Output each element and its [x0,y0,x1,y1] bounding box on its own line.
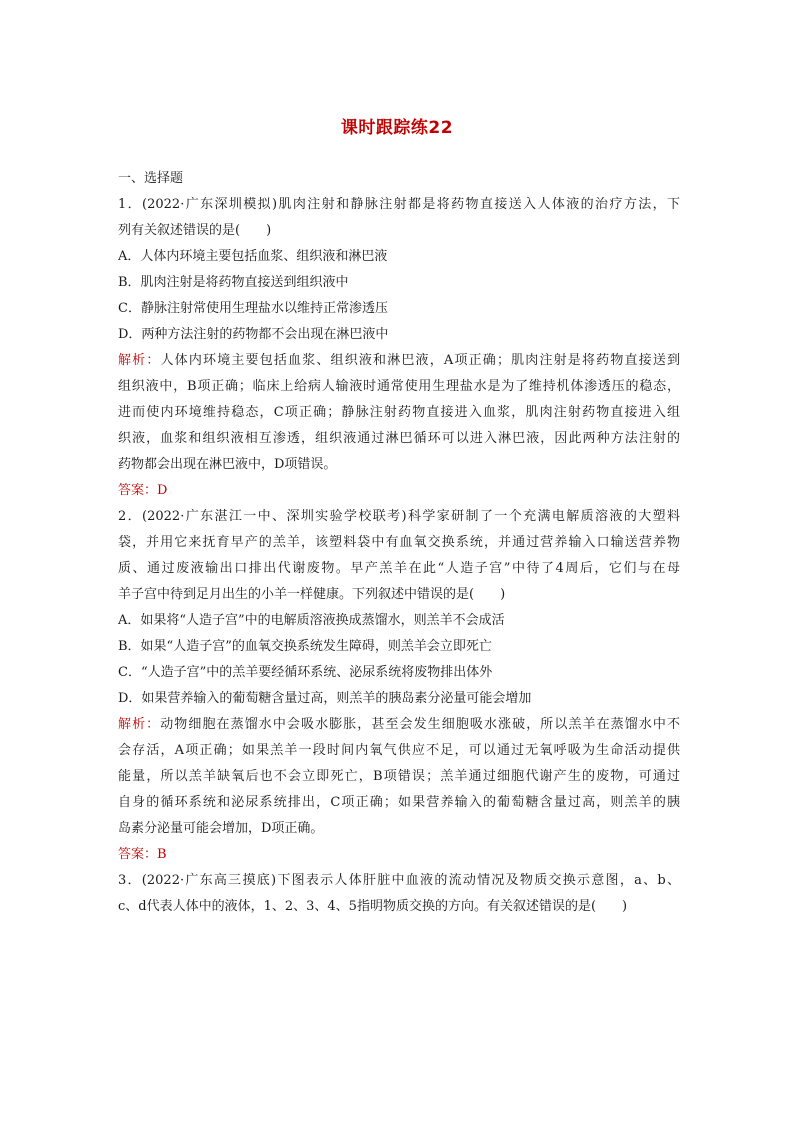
analysis-label: 解析： [118,353,161,368]
answer-label: 答案： [118,483,158,498]
question-stem-line: c、d代表人体中的液体，1、2、3、4、5指明物质交换的方向。有关叙述错误的是( ) [118,899,628,914]
question-stem-line: 质、通过废液输出口排出代谢废物。早产羔羊在此“人造子宫”中待了4周后，它们与在母 [118,561,680,576]
answer-value: B [157,847,167,862]
question-stem-line: 3．(2022·广东高三摸底)下图表示人体肝脏中血液的流动情况及物质交换示意图，a、b、 [118,873,680,888]
option-b: B．如果“人造子宫”的血氧交换系统发生障碍，则羔羊会立即死亡 [118,639,492,654]
answer-value: D [157,483,168,498]
page-title: 课时跟踪练22 [340,118,454,138]
analysis-line [118,712,680,738]
question-stem-line: 列有关叙述错误的是( ) [118,223,272,238]
question-2 [118,504,680,868]
analysis-line: 能量，所以羔羊缺氧后也不会立即死亡，B项错误；羔羊通过细胞代谢产生的废物，可通过 [118,769,680,784]
analysis-text: 动物细胞在蒸馏水中会吸水膨胀，甚至会发生细胞吸水涨破，所以羔羊在蒸馏水中不 [160,717,680,732]
document-body [118,166,680,920]
answer-line [118,478,680,504]
option-d: D．如果营养输入的葡萄糖含量过高，则羔羊的胰岛素分泌量可能会增加 [118,691,532,706]
answer-line [118,842,680,868]
option-d: D．两种方法注射的药物都不会出现在淋巴液中 [118,327,389,342]
option-a: A．如果将“人造子宫”中的电解质溶液换成蒸馏水，则羔羊不会成活 [118,613,505,628]
question-stem-line: 袋，并用它来抚育早产的羔羊，该塑料袋中有血氧交换系统，并通过营养输入口输送营养物 [118,535,680,550]
question-3 [118,868,680,920]
analysis-line: 药物都会出现在淋巴液中，D项错误。 [118,457,337,472]
option-c: C．静脉注射常使用生理盐水以维持正常渗透压 [118,301,388,316]
analysis-line: 进而使内环境维持稳态，C项正确；静脉注射药物直接进入血浆，肌肉注射药物直接进入组 [118,405,680,420]
analysis-line: 自身的循环系统和泌尿系统排出，C项正确；如果营养输入的葡萄糖含量过高，则羔羊的胰 [118,795,680,810]
analysis-line: 组织液中，B项正确；临床上给病人输液时通常使用生理盐水是为了维持机体渗透压的稳态， [118,379,680,394]
question-1 [118,192,680,504]
analysis-line [118,348,680,374]
analysis-line: 会存活，A项正确；如果羔羊一段时间内氧气供应不足，可以通过无氧呼吸为生命活动提供 [118,743,680,758]
option-c: C．“人造子宫”中的羔羊要经循环系统、泌尿系统将废物排出体外 [118,665,493,680]
question-stem-line: 2．(2022·广东湛江一中、深圳实验学校联考)科学家研制了一个充满电解质溶液的大塑料 [118,509,680,524]
analysis-label: 解析： [118,717,161,732]
analysis-text: 人体内环境主要包括血浆、组织液和淋巴液，A项正确；肌肉注射是将药物直接送到 [160,353,680,368]
section-heading: 一、选择题 [118,171,184,186]
question-stem-line: 羊子宫中待到足月出生的小羊一样健康。下列叙述中错误的是( ) [118,587,506,602]
question-stem-line: 1．(2022·广东深圳模拟)肌肉注射和静脉注射都是将药物直接送入人体液的治疗方法，下 [118,197,680,212]
option-b: B．肌肉注射是将药物直接送到组织液中 [118,275,349,290]
analysis-line: 岛素分泌量可能会增加，D项正确。 [118,821,324,836]
answer-label: 答案： [118,847,158,862]
option-a: A．人体内环境主要包括血浆、组织液和淋巴液 [118,249,388,264]
analysis-line: 织液，血浆和组织液相互渗透，组织液通过淋巴循环可以进入淋巴液，因此两种方法注射的 [118,431,680,446]
